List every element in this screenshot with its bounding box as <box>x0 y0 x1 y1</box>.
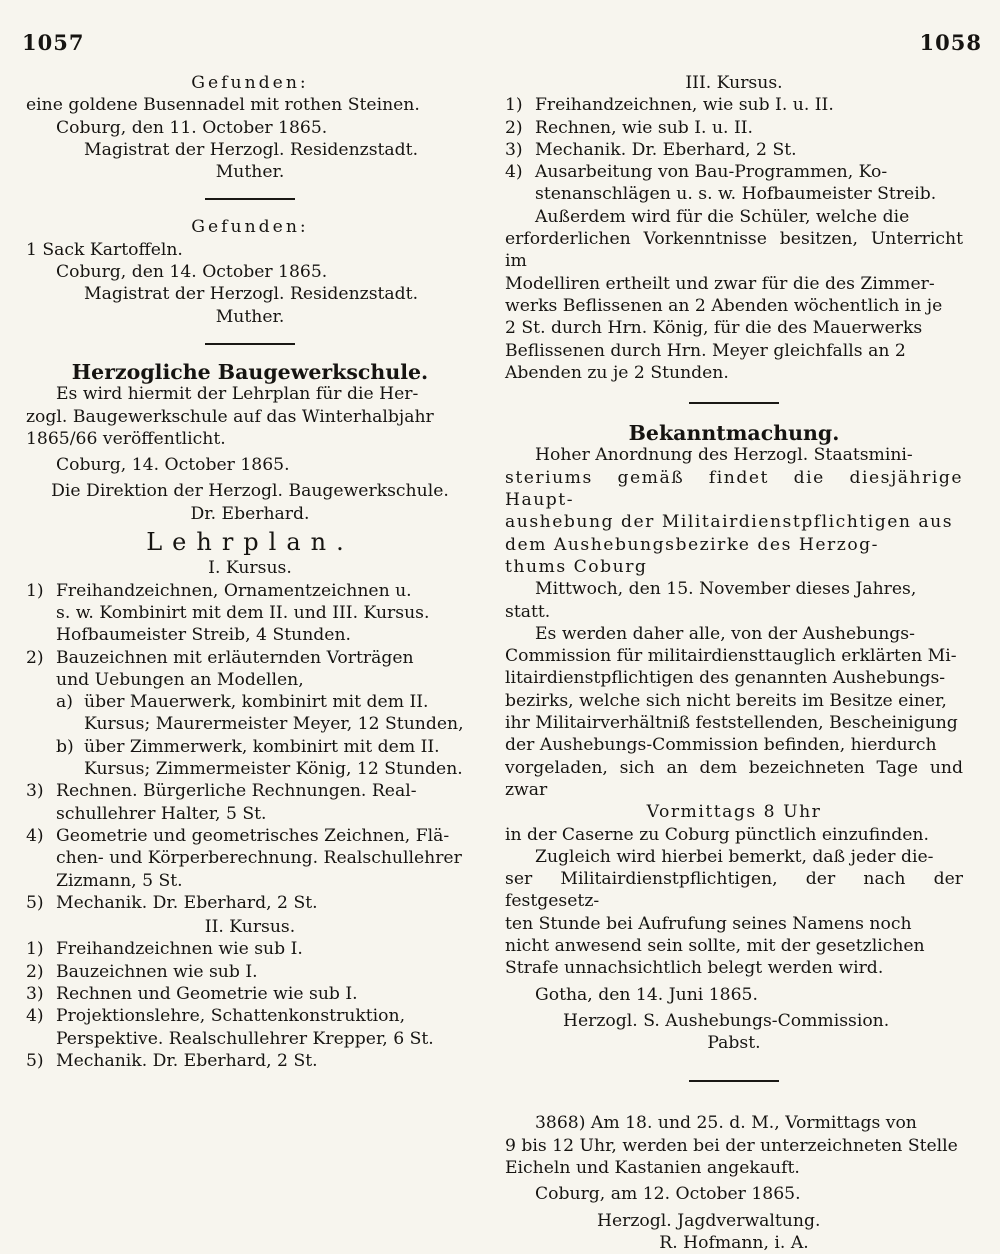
notice-line: Hoher Anordnung des Herzogl. Staatsmini- <box>535 445 913 466</box>
course-3-item-4 <box>505 161 963 206</box>
item-number: 2) <box>505 117 523 138</box>
notice-line: thums Coburg <box>505 556 648 577</box>
course-1-item-1 <box>26 580 474 647</box>
notice-line: aushebung der Militairdienstpflichtigen aus <box>505 512 954 533</box>
course-3-extra-line: 2 St. durch Hrn. König, für die des Mauerwerks <box>505 318 923 339</box>
found-heading: Gefunden: <box>191 217 309 238</box>
notice-line: steriums gemäß findet die diesjährige Haupt- <box>505 467 963 511</box>
divider <box>205 343 295 345</box>
course-2-item-3 <box>26 983 474 1005</box>
found-signature: Muther. <box>215 306 285 327</box>
course-1-item-3 <box>26 780 474 825</box>
notice-line: dem Aushebungsbezirke des Herzog- <box>505 534 879 555</box>
notice-line: ihr Militairverhältniß feststellenden, Bescheinigung <box>505 713 958 734</box>
item-number: 5) <box>26 1050 44 1071</box>
notice-line: 9 bis 12 Uhr, werden bei der unterzeichneten Stelle <box>505 1135 958 1156</box>
course-3-extra-line: Beflissenen durch Hrn. Meyer gleichfalls an 2 <box>505 340 906 361</box>
found-authority: Magistrat der Herzogl. Residenzstadt. <box>84 284 419 305</box>
item-line: Mechanik. Dr. Eberhard, 2 St. <box>56 892 318 913</box>
item-line: Ausarbeitung von Bau-Programmen, Ko- <box>535 162 888 183</box>
item-number: 2) <box>26 647 44 668</box>
notice-authority: Herzogl. Jagdverwaltung. <box>597 1210 821 1231</box>
item-number: 3) <box>505 139 523 160</box>
school-intro-line: Es wird hiermit der Lehrplan für die Her- <box>56 384 419 405</box>
notice-line: litairdienstpflichtigen des genannten Aushebungs- <box>505 668 946 689</box>
divider <box>689 1080 779 1082</box>
course-2-title: II. Kursus. <box>204 917 296 938</box>
course-3-extra-line: werks Beflissenen an 2 Abenden wöchentlich in je <box>505 295 943 316</box>
found-item: 1 Sack Kartoffeln. <box>26 239 183 260</box>
item-number: 5) <box>26 892 44 913</box>
left-column <box>26 72 474 1072</box>
course-3-extra-line: Abenden zu je 2 Stunden. <box>505 362 729 383</box>
item-line: Hofbaumeister Streib, 4 Stunden. <box>56 625 351 646</box>
item-line: Kursus; Zimmermeister König, 12 Stunden. <box>84 759 463 780</box>
subitem-letter: b) <box>56 736 74 757</box>
item-line: Freihandzeichnen, Ornamentzeichnen u. <box>56 580 412 601</box>
found-notice-2 <box>26 216 474 327</box>
item-number: 4) <box>26 1006 44 1027</box>
school-intro-line: zogl. Baugewerkschule auf das Winterhalbjahr <box>26 406 434 427</box>
divider <box>205 198 295 200</box>
notice-line: Eicheln und Kastanien angekauft. <box>505 1158 800 1179</box>
page-number-right: 1058 <box>919 30 982 55</box>
item-line: Rechnen. Bürgerliche Rechnungen. Real- <box>56 781 417 802</box>
item-number: 1) <box>26 580 44 601</box>
item-number: 3) <box>26 781 44 802</box>
item-number: 1) <box>505 95 523 116</box>
page-number-left: 1057 <box>22 30 85 55</box>
item-number: 4) <box>26 825 44 846</box>
course-2-item-4 <box>26 1005 474 1050</box>
found-signature: Muther. <box>215 162 285 183</box>
course-1-item-2 <box>26 647 474 692</box>
notice-signature: Pabst. <box>707 1033 761 1054</box>
course-2-item-2 <box>26 961 474 983</box>
plan-title: Lehrplan. <box>146 528 354 557</box>
school-director: Dr. Eberhard. <box>190 503 310 524</box>
notice-line: 3868) Am 18. und 25. d. M., Vormittags von <box>535 1113 917 1134</box>
item-line: und Uebungen an Modellen, <box>56 669 304 690</box>
notice-signature: R. Hofmann, i. A. <box>659 1232 809 1253</box>
purchase-notice <box>505 1112 963 1254</box>
item-line: über Zimmerwerk, kombinirt mit dem II. <box>84 736 440 757</box>
notice-authority: Herzogl. S. Aushebungs-Commission. <box>563 1010 890 1031</box>
notice-date-line: Mittwoch, den 15. November dieses Jahres, <box>535 579 917 600</box>
course-1-item-5 <box>26 892 474 914</box>
found-date: Coburg, den 14. October 1865. <box>56 262 328 283</box>
found-authority: Magistrat der Herzogl. Residenzstadt. <box>84 139 419 160</box>
school-date: Coburg, 14. October 1865. <box>56 455 290 476</box>
item-line: stenanschlägen u. s. w. Hofbaumeister Streib. <box>535 184 937 205</box>
divider <box>689 402 779 404</box>
item-line: Zizmann, 5 St. <box>56 870 183 891</box>
item-number: 2) <box>26 961 44 982</box>
item-line: Rechnen und Geometrie wie sub I. <box>56 983 358 1004</box>
notice-time: Vormittags 8 Uhr <box>646 802 822 823</box>
course-3-item-3 <box>505 139 963 161</box>
course-1-subitem-b <box>26 736 474 781</box>
notice-line: nicht anwesend sein sollte, mit der gesetzlichen <box>505 935 925 956</box>
found-notice-1 <box>26 72 474 183</box>
course-3-item-1 <box>505 94 963 116</box>
item-line: Mechanik. Dr. Eberhard, 2 St. <box>535 139 797 160</box>
course-3-extra-line: Modelliren ertheilt und zwar für die des Zimmer- <box>505 273 935 294</box>
item-line: chen- und Körperberechnung. Realschullehrer <box>56 848 462 869</box>
item-number: 1) <box>26 939 44 960</box>
notice-line: der Aushebungs-Commission befinden, hierdurch <box>505 735 937 756</box>
notice-date: Coburg, am 12. October 1865. <box>535 1184 801 1205</box>
course-2-item-1 <box>26 938 474 960</box>
conscription-notice <box>505 422 963 1054</box>
school-heading: Herzogliche Baugewerkschule. <box>71 359 429 384</box>
item-number: 4) <box>505 162 523 183</box>
found-item: eine goldene Busennadel mit rothen Steinen. <box>26 95 420 116</box>
course-1-title: I. Kursus. <box>208 558 292 579</box>
course-3-extra-line: Außerdem wird für die Schüler, welche die <box>535 206 910 227</box>
item-line: Geometrie und geometrisches Zeichnen, Flä- <box>56 825 450 846</box>
item-line: schullehrer Halter, 5 St. <box>56 803 267 824</box>
course-1-item-4 <box>26 825 474 892</box>
notice-line: Es werden daher alle, von der Aushebungs- <box>535 623 915 644</box>
item-line: Mechanik. Dr. Eberhard, 2 St. <box>56 1050 318 1071</box>
item-line: Bauzeichnen wie sub I. <box>56 961 258 982</box>
item-line: s. w. Kombinirt mit dem II. und III. Kursus. <box>56 602 430 623</box>
notice-date: Gotha, den 14. Juni 1865. <box>535 984 758 1005</box>
right-column <box>505 72 963 1254</box>
notice-line: ser Militairdienstpflichtigen, der nach der festgesetz- <box>505 869 963 912</box>
found-date: Coburg, den 11. October 1865. <box>56 117 328 138</box>
item-number: 3) <box>26 983 44 1004</box>
school-direction: Die Direktion der Herzogl. Baugewerkschule. <box>51 481 449 502</box>
notice-line: vorgeladen, sich an dem bezeichneten Tage und zwar <box>505 757 963 800</box>
item-line: Freihandzeichnen, wie sub I. u. II. <box>535 95 834 116</box>
notice-line: ten Stunde bei Aufrufung seines Namens noch <box>505 913 912 934</box>
item-line: Freihandzeichnen wie sub I. <box>56 939 303 960</box>
item-line: Perspektive. Realschullehrer Krepper, 6 St. <box>56 1028 434 1049</box>
course-3 <box>505 72 963 384</box>
notice-place: in der Caserne zu Coburg pünctlich einzufinden. <box>505 824 929 845</box>
school-intro-line: 1865/66 veröffentlicht. <box>26 428 226 449</box>
item-line: Projektionslehre, Schattenkonstruktion, <box>56 1006 406 1027</box>
notice-line: statt. <box>505 601 551 622</box>
item-line: Kursus; Maurermeister Meyer, 12 Stunden, <box>84 714 464 735</box>
notice-heading: Bekanntmachung. <box>628 421 840 446</box>
course-3-title: III. Kursus. <box>685 73 783 93</box>
course-1-subitem-a <box>26 691 474 736</box>
notice-line: Strafe unnachsichtlich belegt werden wird. <box>505 958 884 979</box>
item-line: Bauzeichnen mit erläuternden Vorträgen <box>56 647 414 668</box>
notice-line: Zugleich wird hierbei bemerkt, daß jeder die- <box>535 846 934 867</box>
found-heading: Gefunden: <box>191 73 309 93</box>
subitem-letter: a) <box>56 692 73 713</box>
school-notice <box>26 361 474 1072</box>
course-3-item-2 <box>505 117 963 139</box>
notice-line: Commission für militairdiensttauglich erklärten Mi- <box>505 646 957 667</box>
course-3-extra-line: erforderlichen Vorkenntnisse besitzen, Unterricht im <box>505 229 963 272</box>
course-2-item-5 <box>26 1050 474 1072</box>
item-line: über Mauerwerk, kombinirt mit dem II. <box>84 692 429 713</box>
item-line: Rechnen, wie sub I. u. II. <box>535 117 753 138</box>
notice-line: bezirks, welche sich nicht bereits im Besitze einer, <box>505 690 947 711</box>
